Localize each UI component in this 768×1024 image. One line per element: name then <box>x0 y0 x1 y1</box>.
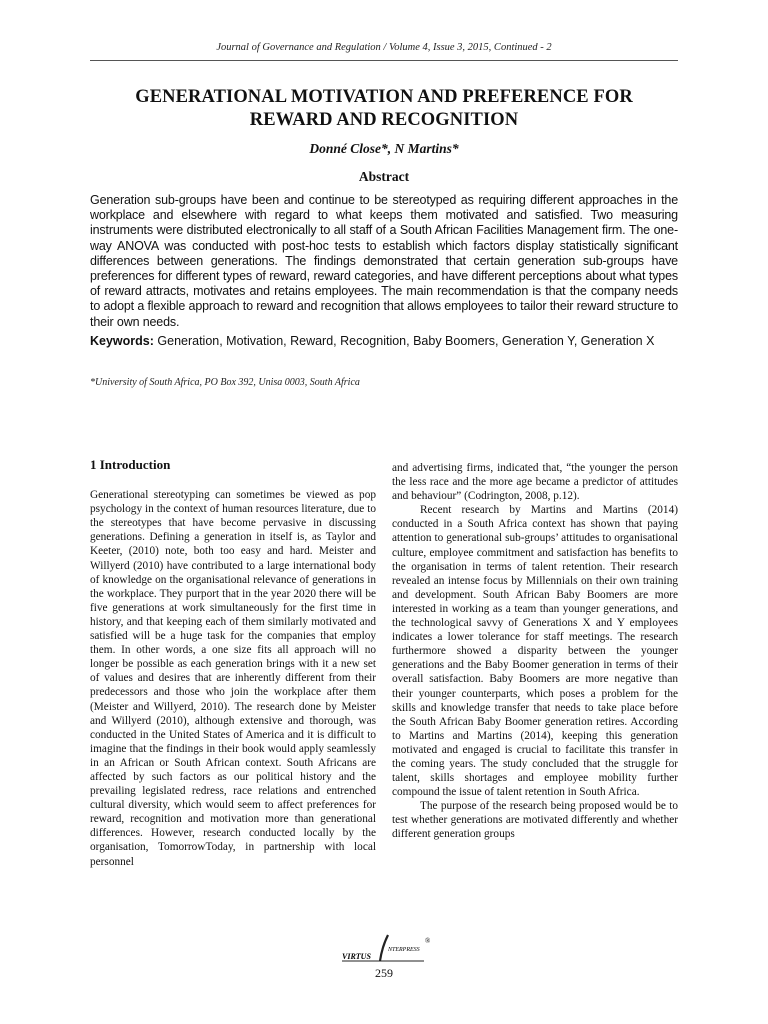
publisher-logo <box>338 933 434 965</box>
running-header: Journal of Governance and Regulation / Volume 4, Issue 3, 2015, Continued - 2 <box>216 42 552 53</box>
body-paragraph: and advertising firms, indicated that, “the younger the person the less race and the more age became a predictor of attitudes and behaviour” (Codrington, 2008, p.12). <box>392 462 678 503</box>
header-rule <box>90 60 678 61</box>
logo-text-right: NTERPRESS <box>388 947 420 953</box>
logo-registered-mark: ® <box>425 937 431 945</box>
section-heading: 1 Introduction <box>90 457 171 472</box>
logo-text-left: VIRTUS <box>342 952 371 961</box>
body-paragraph: The purpose of the research being proposed would be to test whether generations are motivated differently and whether different generation groups <box>392 800 678 841</box>
abstract-heading: Abstract <box>358 169 410 184</box>
affiliation: *University of South Africa, PO Box 392, Unisa 0003, South Africa <box>90 377 360 388</box>
authors: Donné Close*, N Martins* <box>309 141 459 156</box>
body-paragraph: Generational stereotyping can sometimes be viewed as pop psychology in the context of human resources literature, due to the stereotypes that have become pervasive in discussing generations. Defining a generation in itself is, as Taylor and Keeter, (2010) note, both too easy and hard. Meister and Willyerd (2010) have contributed to a large international body of knowledge on the organisational relevance of generations in the workplace. They purport that in the year 2020 there will be five generations at work simultaneously for the first time in history, and that keeping each of them similarly motivated and satisfied will be a huge task for the companies that employ them. In other words, a one size fits all approach will no longer be possible as each generation brings with it a new set of values and desires that are inherently different from their predecessors and those who join the workplace after them (Meister and Willyerd, 2010). The research done by Meister and Willyerd (2010), although extensive and thorough, was conducted in the United States of America and it is difficult to imagine that the findings in their book would apply seamlessly in an African or South African context. South Africans are affected by such factors as our political history and the prevailing legislated redress, race relations and entrenched cultural diversity, which would seem to affect preferences for reward, recognition and motivation more than generational differences. However, research conducted locally by the organisation, TomorrowToday, in partnership with local personnel <box>90 489 376 868</box>
keywords <box>90 334 678 350</box>
keywords-list: Generation, Motivation, Reward, Recognition, Baby Boomers, Generation Y, Generation X <box>157 334 655 348</box>
article-title <box>90 86 678 132</box>
body-paragraph: Recent research by Martins and Martins (2014) conducted in a South Africa context has shown that paying attention to generational sub-groups’ attitudes to organisational culture, employee commitment and satisfaction has benefits to the organisation in terms of talent retention. Their research revealed an intense focus by Millennials on their own training and development. South African Baby Boomers are more interested in working as a team than younger generations, and the technological savvy of Generations X and Y employees indicates a lower tolerance for staff meetings. The research furthermore showed a disparity between the younger generations and the Baby Boomer generation in terms of their overall satisfaction. Baby Boomers are more negative than their younger counterparts, which poses a problem for the skills and knowledge transfer that needs to take place before the South African Baby Boomer generation retires. According to Martins and Martins (2014), keeping this generation motivated and engaged is crucial to facilitate this transfer in the coming years. The study concluded that the struggle for talent, skills shortages and employee mobility further compound the issue of talent retention in South Africa. <box>392 504 678 799</box>
article-title-line-2: REWARD AND RECOGNITION <box>249 110 519 130</box>
logo-swoosh <box>380 935 388 961</box>
page-number: 259 <box>375 966 393 980</box>
right-column <box>392 461 678 842</box>
article-title-line-1: GENERATIONAL MOTIVATION AND PREFERENCE FOR <box>135 87 633 107</box>
left-column <box>90 458 376 869</box>
keywords-label: Keywords: <box>90 334 154 348</box>
abstract-text: Generation sub-groups have been and continue to be stereotyped as requiring different approaches in the workplace and elsewhere with regard to what keeps them motivated and satisfied. Two measuring instruments were distributed electronically to all staff of a South African Facilities Management firm. The one-way ANOVA was conducted with post-hoc tests to establish which factors display statistically significant differences between generations. The findings demonstrated that certain generation sub-groups have preferences for different types of reward, reward categories, and have different perceptions about what types of reward attracts, motivates and retains employees. The main recommendation is that the company needs to adopt a flexible approach to reward and recognition that allows employees to tailor their reward structure to their own needs. <box>90 193 678 329</box>
